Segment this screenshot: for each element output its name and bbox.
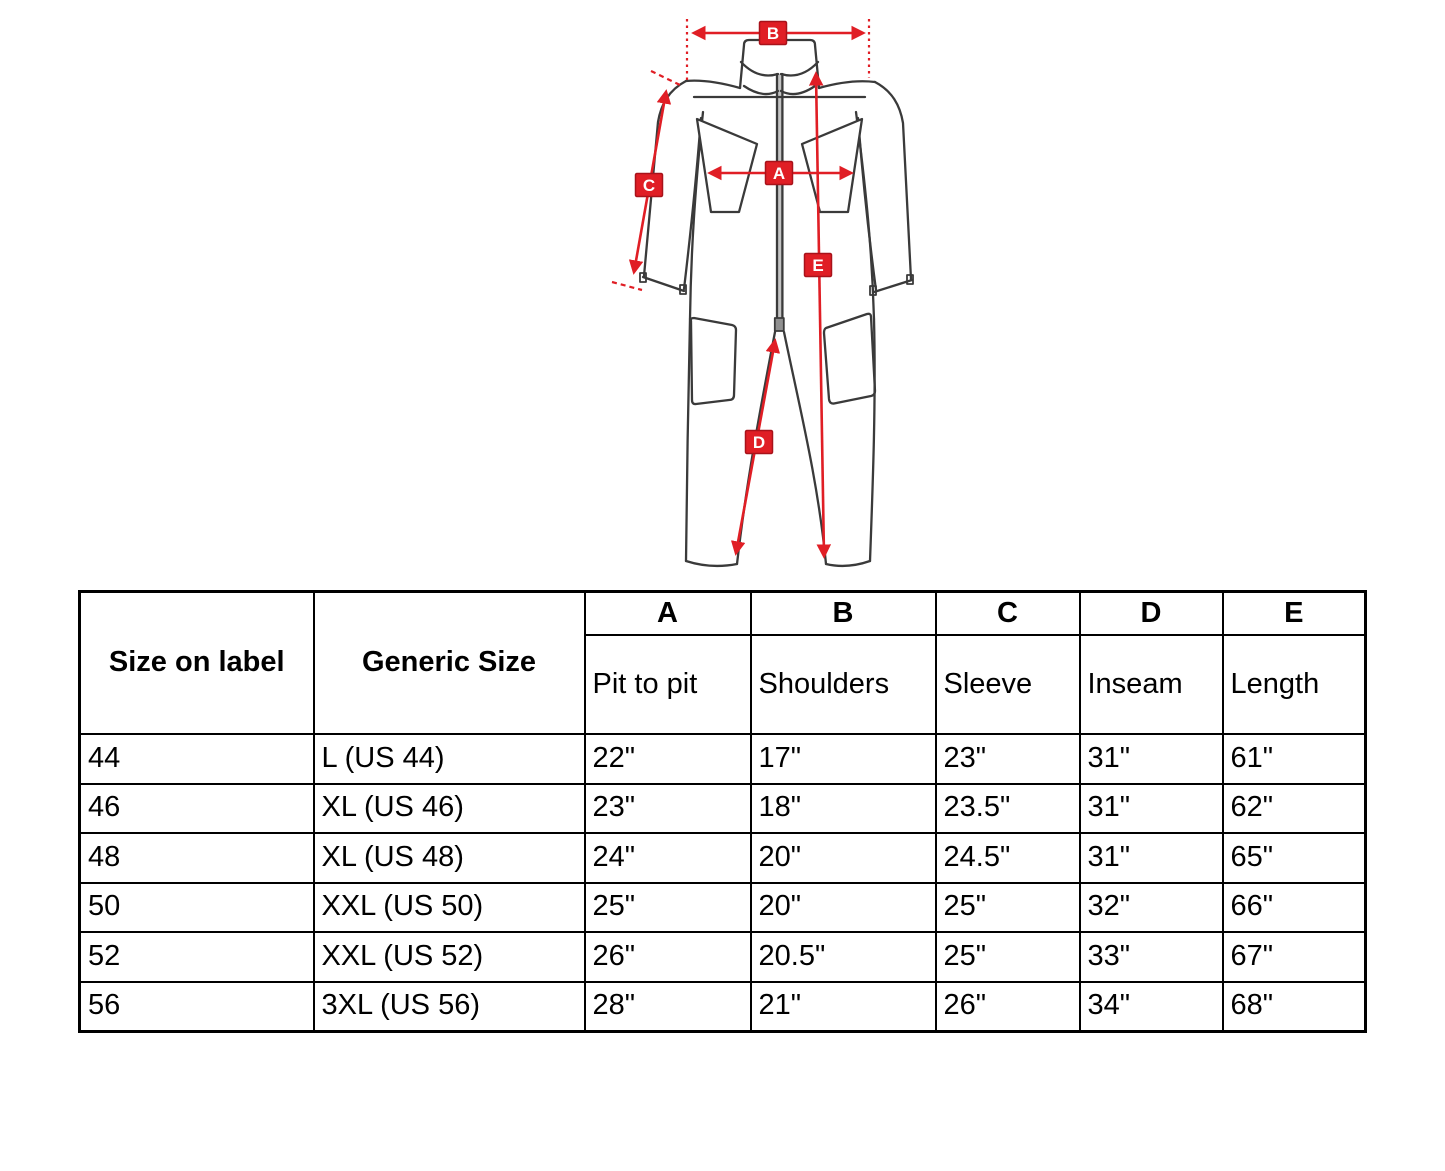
table-header-letters-row [80, 592, 1366, 636]
cell-generic: XL (US 48) [314, 833, 585, 883]
cell-value: 23" [585, 784, 751, 834]
cell-value: 22" [585, 734, 751, 784]
cell-value: 26" [936, 982, 1080, 1032]
header-inseam: Inseam [1080, 635, 1223, 734]
cell-value: 67" [1223, 932, 1366, 982]
cell-size: 46 [80, 784, 314, 834]
header-shoulders: Shoulders [751, 635, 936, 734]
cell-value: 31" [1080, 833, 1223, 883]
marker-e-label: E [812, 256, 824, 275]
cell-value: 33" [1080, 932, 1223, 982]
cell-generic: XXL (US 50) [314, 883, 585, 933]
table-row [80, 883, 1366, 933]
cell-value: 24.5" [936, 833, 1080, 883]
table-row [80, 932, 1366, 982]
marker-b-label: B [766, 24, 780, 43]
cell-size: 48 [80, 833, 314, 883]
cell-value: 23" [936, 734, 1080, 784]
measurement-arrows [612, 19, 869, 556]
cell-value: 17" [751, 734, 936, 784]
cell-generic: L (US 44) [314, 734, 585, 784]
cell-value: 20.5" [751, 932, 936, 982]
header-letter-a: A [585, 592, 751, 636]
coverall-measurement-diagram [588, 0, 998, 586]
cell-value: 65" [1223, 833, 1366, 883]
header-length: Length [1223, 635, 1366, 734]
cell-generic: XXL (US 52) [314, 932, 585, 982]
cell-value: 26" [585, 932, 751, 982]
cell-size: 52 [80, 932, 314, 982]
header-letter-d: D [1080, 592, 1223, 636]
cell-value: 20" [751, 883, 936, 933]
cell-generic: 3XL (US 56) [314, 982, 585, 1032]
cell-value: 18" [751, 784, 936, 834]
cell-value: 66" [1223, 883, 1366, 933]
cell-size: 56 [80, 982, 314, 1032]
table-row [80, 833, 1366, 883]
coverall-drawing [588, 0, 998, 586]
marker-c-label: C [642, 176, 656, 195]
cell-size: 44 [80, 734, 314, 784]
cell-value: 68" [1223, 982, 1366, 1032]
cell-value: 20" [751, 833, 936, 883]
header-generic-size: Generic Size [314, 592, 585, 735]
guide-line-c-top [651, 71, 680, 85]
cell-value: 28" [585, 982, 751, 1032]
cell-value: 61" [1223, 734, 1366, 784]
cell-value: 34" [1080, 982, 1223, 1032]
cell-value: 25" [585, 883, 751, 933]
marker-a-label: A [772, 164, 786, 183]
cell-value: 25" [936, 932, 1080, 982]
header-size-on-label: Size on label [80, 592, 314, 735]
table-row [80, 784, 1366, 834]
header-letter-e: E [1223, 592, 1366, 636]
cell-value: 23.5" [936, 784, 1080, 834]
table-row [80, 982, 1366, 1032]
header-letter-b: B [751, 592, 936, 636]
header-letter-c: C [936, 592, 1080, 636]
cell-size: 50 [80, 883, 314, 933]
cell-value: 25" [936, 883, 1080, 933]
guide-line-c-bottom [612, 282, 642, 290]
cell-value: 32" [1080, 883, 1223, 933]
cell-value: 62" [1223, 784, 1366, 834]
size-table [78, 590, 1367, 1033]
marker-d-label: D [752, 433, 766, 452]
cell-value: 31" [1080, 734, 1223, 784]
header-pit-to-pit: Pit to pit [585, 635, 751, 734]
cell-value: 21" [751, 982, 936, 1032]
cell-value: 31" [1080, 784, 1223, 834]
table-row [80, 734, 1366, 784]
cell-value: 24" [585, 833, 751, 883]
header-sleeve: Sleeve [936, 635, 1080, 734]
cell-generic: XL (US 46) [314, 784, 585, 834]
garment-outline [640, 40, 913, 566]
